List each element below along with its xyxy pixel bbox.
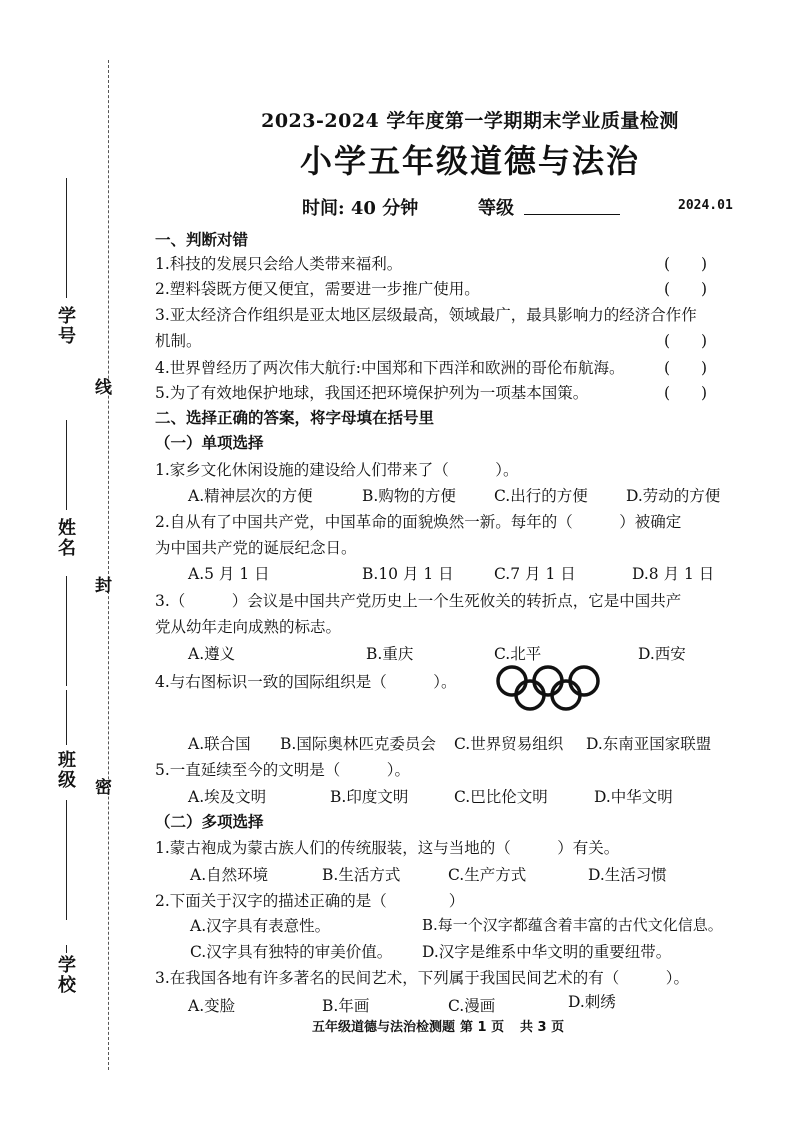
mc2-option-b: B.每一个汉字都蕴含着丰富的古代文化信息。 — [422, 916, 723, 934]
mc-question-1: 1.蒙古袍成为蒙古族人们的传统服装，这与当地的（ ）有关。 — [155, 839, 620, 857]
sc1-option-b: B.购物的方便 — [362, 487, 456, 505]
banji-line-2 — [66, 800, 67, 920]
label-xingming: 姓名 — [55, 518, 76, 558]
mc-question-3: 3.在我国各地有许多著名的民间艺术，下列属于我国民间艺术的有（ ）。 — [155, 969, 690, 987]
xuehao-line — [66, 178, 67, 298]
footer-page: 第 1 页 — [460, 1020, 505, 1035]
part1-heading: 一、判断对错 — [155, 231, 249, 249]
mc2-option-a: A.汉字具有表意性。 — [190, 917, 331, 935]
sc4-option-a: A.联合国 — [188, 735, 251, 753]
mc1-option-a: A.自然环境 — [190, 866, 269, 884]
label-xuehao: 学号 — [55, 306, 76, 346]
sc2-option-d: D.8 月 1 日 — [632, 565, 715, 583]
tf-question-4: 4.世界曾经历了两次伟大航行:中国郑和下西洋和欧洲的哥伦布航海。 — [155, 359, 625, 377]
sc3-option-c: C.北平 — [494, 645, 542, 663]
sc2-option-b: B.10 月 1 日 — [362, 565, 454, 583]
tf-answer-5: ( ) — [664, 384, 708, 402]
mc1-option-c: C.生产方式 — [448, 866, 527, 884]
xingming-line — [66, 420, 67, 510]
sc-question-1: 1.家乡文化休闲设施的建设给人们带来了（ ）。 — [155, 461, 519, 479]
sc2-option-c: C.7 月 1 日 — [494, 565, 576, 583]
tf-question-3-line1: 3.亚太经济合作组织是亚太地区层级最高，领域最广，最具影响力的经济合作作 — [155, 306, 697, 324]
mc2-option-d: D.汉字是维系中华文明的重要纽带。 — [422, 943, 672, 961]
sc-question-2-line2: 为中国共产党的诞辰纪念日。 — [155, 539, 357, 557]
ring-1 — [498, 667, 526, 695]
ring-4 — [516, 681, 544, 709]
mc3-option-a: A.变脸 — [188, 997, 236, 1015]
sc1-option-a: A.精神层次的方便 — [188, 487, 313, 505]
seal-dashed-line — [108, 60, 109, 1070]
xuexiao-line — [66, 945, 67, 953]
grade-label: 等级 — [478, 198, 514, 219]
mc3-option-d: D.刺绣 — [568, 993, 616, 1011]
mc2-option-c: C.汉字具有独特的审美价值。 — [190, 943, 393, 961]
multi-choice-heading: （二）多项选择 — [155, 813, 264, 831]
mc1-option-d: D.生活习惯 — [588, 866, 667, 884]
sc-question-2-line1: 2.自从有了中国共产党，中国革命的面貌焕然一新。每年的（ ）被确定 — [155, 513, 682, 531]
sc3-option-a: A.遵义 — [188, 645, 236, 663]
tf-question-1: 1.科技的发展只会给人类带来福利。 — [155, 255, 403, 273]
ring-3 — [570, 667, 598, 695]
sc5-option-c: C.巴比伦文明 — [454, 788, 548, 806]
grade-blank — [524, 214, 620, 215]
ring-5 — [552, 681, 580, 709]
sc5-option-b: B.印度文明 — [330, 788, 409, 806]
binding-margin — [0, 0, 125, 1122]
sc5-option-a: A.埃及文明 — [188, 788, 267, 806]
tf-answer-3: ( ) — [664, 332, 708, 350]
sc1-option-d: D.劳动的方便 — [626, 487, 721, 505]
xingming-line-2 — [66, 576, 67, 686]
sc4-option-b: B.国际奥林匹克委员会 — [280, 735, 436, 753]
tf-question-3-line2: 机制。 — [155, 332, 202, 350]
mc-question-2: 2.下面关于汉字的描述正确的是（ ） — [155, 892, 465, 910]
time-label: 时间: 40 分钟 — [302, 198, 419, 219]
mc3-option-c: C.漫画 — [448, 997, 496, 1015]
sc-question-4: 4.与右图标识一致的国际组织是（ ）。 — [155, 673, 457, 691]
label-banji: 班级 — [55, 750, 76, 790]
sc3-option-b: B.重庆 — [366, 645, 414, 663]
exam-date: 2024.01 — [678, 198, 733, 213]
sc3-option-d: D.西安 — [638, 645, 686, 663]
banji-line — [66, 690, 67, 745]
part2-heading: 二、选择正确的答案，将字母填在括号里 — [155, 409, 435, 427]
tf-answer-1: ( ) — [664, 255, 708, 273]
label-xuexiao: 学校 — [55, 955, 76, 995]
footer-title: 五年级道德与法治检测题 — [312, 1020, 456, 1035]
tf-question-5: 5.为了有效地保护地球，我国还把环境保护列为一项基本国策。 — [155, 384, 589, 402]
mc3-option-b: B.年画 — [322, 997, 370, 1015]
ring-2 — [534, 667, 562, 695]
sc-question-5: 5.一直延续至今的文明是（ ）。 — [155, 761, 411, 779]
tf-question-2: 2.塑料袋既方便又便宜，需要进一步推广使用。 — [155, 280, 480, 298]
sc-question-3-line1: 3.（ ）会议是中国共产党历史上一个生死攸关的转折点，它是中国共产 — [155, 592, 682, 610]
seal-feng: 封 — [91, 576, 111, 593]
mc1-option-b: B.生活方式 — [322, 866, 401, 884]
single-choice-heading: （一）单项选择 — [155, 434, 264, 452]
sc2-option-a: A.5 月 1 日 — [188, 565, 270, 583]
tf-answer-4: ( ) — [664, 359, 708, 377]
exam-title: 小学五年级道德与法治 — [299, 142, 640, 180]
footer-total: 共 3 页 — [520, 1020, 565, 1035]
sc5-option-d: D.中华文明 — [594, 788, 673, 806]
seal-xian: 线 — [91, 378, 111, 395]
tf-answer-2: ( ) — [664, 280, 708, 298]
sc1-option-c: C.出行的方便 — [494, 487, 588, 505]
exam-subtitle: 2023-2024 学年度第一学期期末学业质量检测 — [261, 110, 679, 132]
seal-mi: 密 — [91, 778, 111, 795]
sc4-option-d: D.东南亚国家联盟 — [586, 735, 712, 753]
sc4-option-c: C.世界贸易组织 — [454, 735, 564, 753]
olympic-rings-icon — [494, 663, 602, 715]
sc-question-3-line2: 党从幼年走向成熟的标志。 — [155, 618, 342, 636]
